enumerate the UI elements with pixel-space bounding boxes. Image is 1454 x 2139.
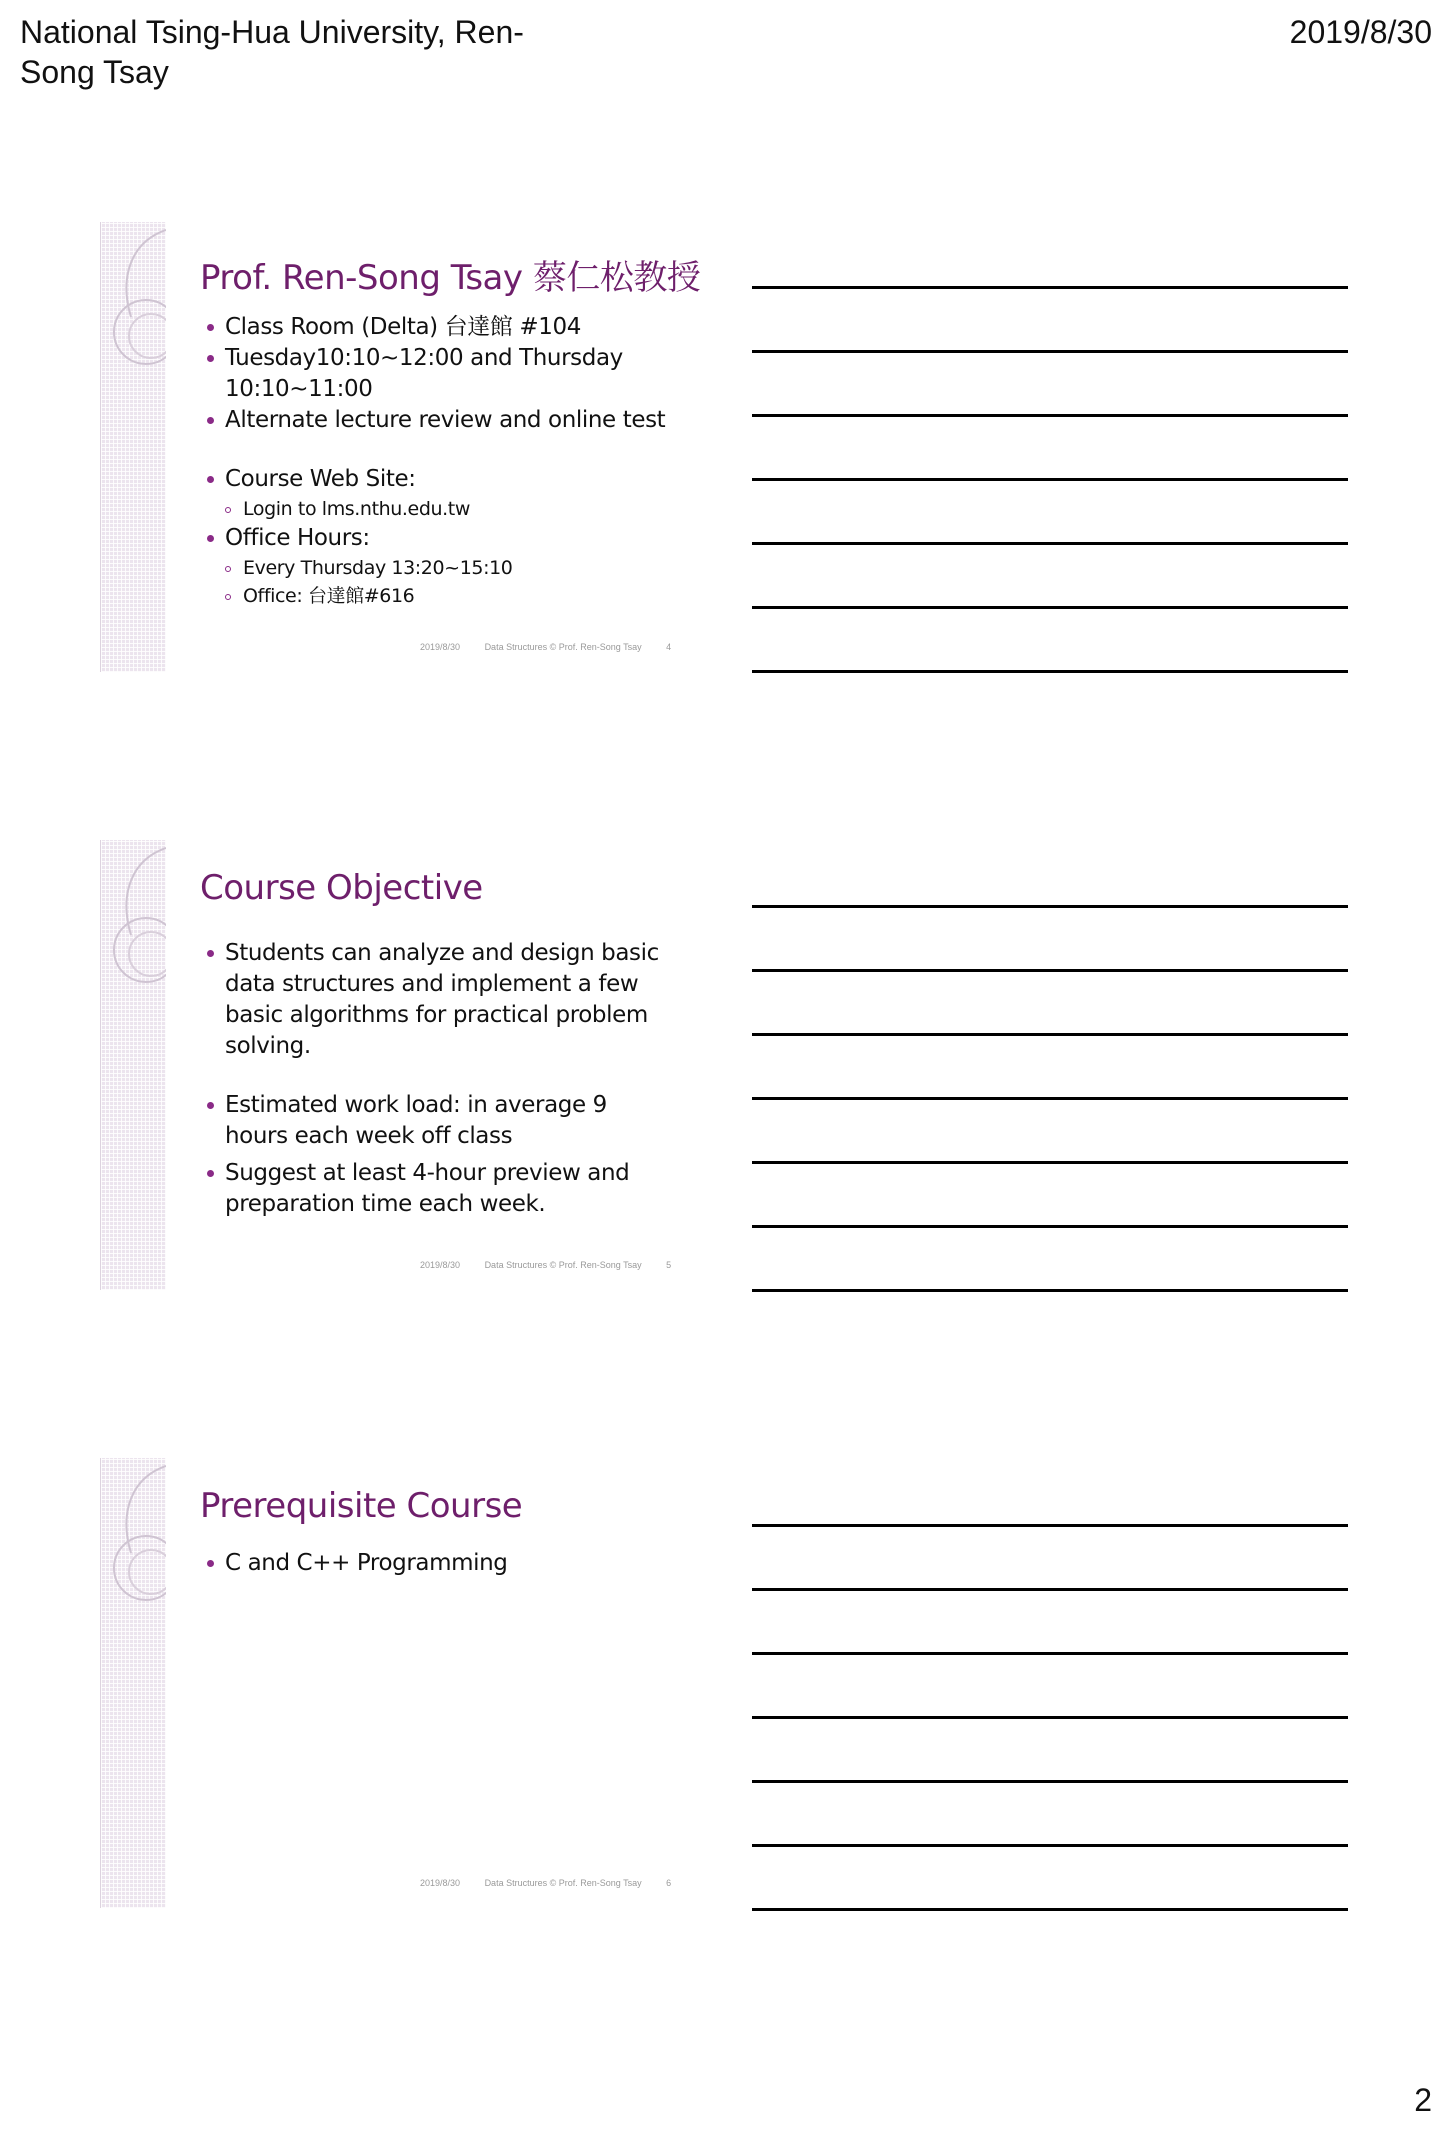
slide-title: Prof. Ren-Song Tsay 蔡仁松教授 <box>200 258 701 298</box>
slide-thumbnail-1 <box>100 222 701 672</box>
slide-title: Course Objective <box>200 868 483 908</box>
slide-footer <box>420 1878 693 1888</box>
note-line <box>752 670 1348 673</box>
note-line <box>752 1225 1348 1228</box>
note-line <box>752 606 1348 609</box>
bullet-list <box>205 938 675 1220</box>
note-line <box>752 286 1348 289</box>
decorative-strip <box>100 840 166 1290</box>
footer-course: Data Structures © Prof. Ren-Song Tsay <box>484 642 642 652</box>
sub-bullet-item: Login to lms.nthu.edu.tw <box>205 495 675 523</box>
note-line <box>752 1524 1348 1527</box>
bullet-item: Tuesday10:10~12:00 and Thursday 10:10~11:00 <box>205 343 675 405</box>
note-line <box>752 414 1348 417</box>
footer-date: 2019/8/30 <box>420 1260 461 1270</box>
footer-slide-number: 4 <box>666 642 672 652</box>
decorative-strip <box>100 222 166 672</box>
note-line <box>752 969 1348 972</box>
slide-footer <box>420 1260 693 1270</box>
sub-bullet-item: Office: 台達館#616 <box>205 582 675 610</box>
bullet-item: Estimated work load: in average 9 hours each week off class <box>205 1090 675 1152</box>
note-line <box>752 1588 1348 1591</box>
header-date: 2019/8/30 <box>1289 14 1432 50</box>
note-line <box>752 1097 1348 1100</box>
bullet-item: Suggest at least 4-hour preview and preparation time each week. <box>205 1158 675 1220</box>
note-line <box>752 1161 1348 1164</box>
note-line <box>752 1716 1348 1719</box>
note-line <box>752 1844 1348 1847</box>
swirl-decoration-icon <box>101 840 166 1290</box>
header-institution-author: National Tsing-Hua University, Ren-Song Tsay <box>20 14 524 90</box>
swirl-decoration-icon <box>101 1458 166 1908</box>
bullet-item: Course Web Site: <box>205 464 675 495</box>
bullet-item: Alternate lecture review and online test <box>205 405 675 436</box>
note-line <box>752 350 1348 353</box>
note-line <box>752 1780 1348 1783</box>
slide-thumbnail-2 <box>100 840 685 1290</box>
slide-footer <box>420 642 693 652</box>
slide-title: Prerequisite Course <box>200 1486 523 1526</box>
footer-slide-number: 6 <box>666 1878 672 1888</box>
swirl-decoration-icon <box>101 222 166 672</box>
footer-date: 2019/8/30 <box>420 1878 461 1888</box>
note-line <box>752 1908 1348 1911</box>
footer-course: Data Structures © Prof. Ren-Song Tsay <box>484 1878 642 1888</box>
page-number: 2 <box>1414 2082 1432 2118</box>
note-line <box>752 542 1348 545</box>
footer-date: 2019/8/30 <box>420 642 461 652</box>
note-line <box>752 1033 1348 1036</box>
bullet-list <box>205 312 675 610</box>
bullet-item: Class Room (Delta) 台達館 #104 <box>205 312 675 343</box>
sub-bullet-item: Every Thursday 13:20~15:10 <box>205 554 675 582</box>
decorative-strip <box>100 1458 166 1908</box>
bullet-list <box>205 1548 675 1579</box>
slide-thumbnail-3 <box>100 1458 685 1908</box>
note-line <box>752 1289 1348 1292</box>
note-line <box>752 1652 1348 1655</box>
bullet-item: Office Hours: <box>205 523 675 554</box>
footer-course: Data Structures © Prof. Ren-Song Tsay <box>484 1260 642 1270</box>
bullet-item: Students can analyze and design basic data structures and implement a few basic algorithms for practical problem solving. <box>205 938 675 1062</box>
bullet-item: C and C++ Programming <box>205 1548 675 1579</box>
footer-slide-number: 5 <box>666 1260 672 1270</box>
note-line <box>752 905 1348 908</box>
note-line <box>752 478 1348 481</box>
